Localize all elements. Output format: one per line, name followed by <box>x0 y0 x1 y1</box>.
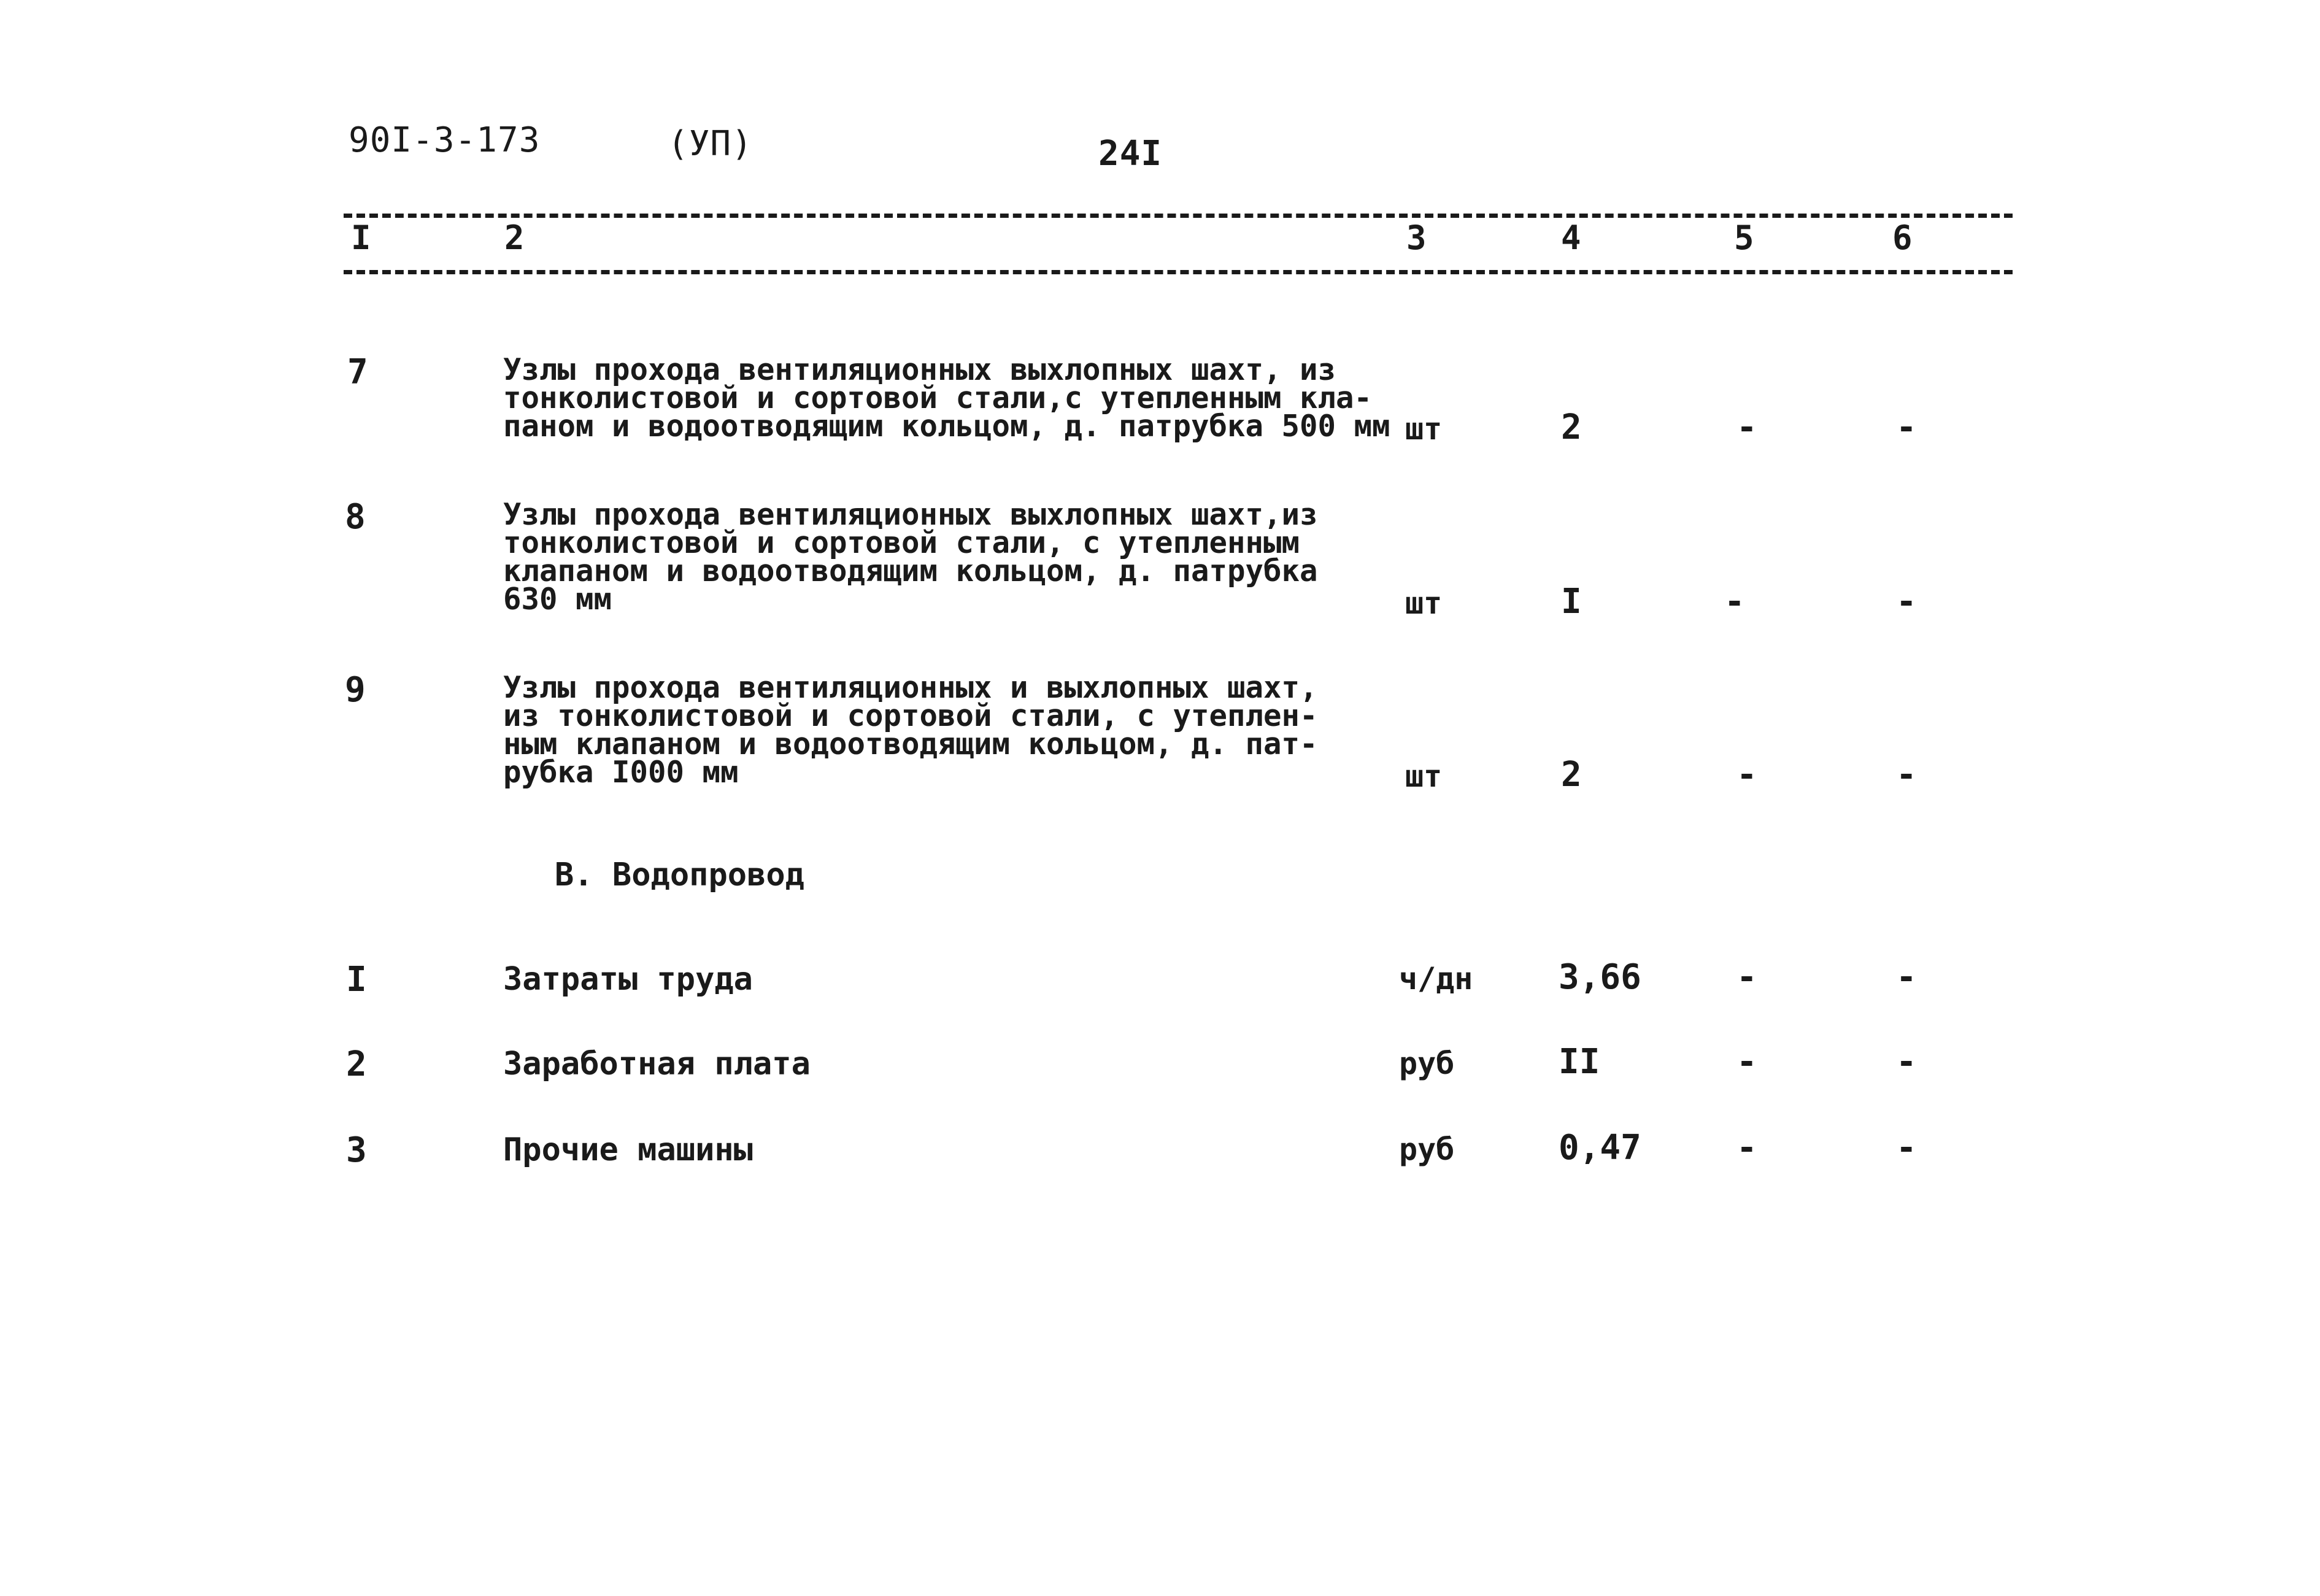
row-col5: - <box>1736 1128 1757 1168</box>
row-col5: - <box>1736 1042 1757 1082</box>
row-col5: - <box>1736 957 1757 997</box>
row-number: I <box>346 960 367 1000</box>
row-col6: - <box>1896 957 1917 997</box>
row-description: Затраты труда <box>503 961 753 998</box>
row-quantity: 3,66 <box>1559 957 1641 997</box>
column-header-3: 3 <box>1406 218 1427 257</box>
column-header-4: 4 <box>1561 218 1581 257</box>
row-unit: руб <box>1399 1131 1455 1167</box>
row-col6: - <box>1896 582 1917 622</box>
section-title: В. Водопровод <box>555 857 804 893</box>
row-quantity: I <box>1561 582 1582 622</box>
row-number: 9 <box>345 670 366 710</box>
row-unit: ч/дн <box>1399 961 1473 997</box>
column-header-6: 6 <box>1892 218 1913 257</box>
row-col6: - <box>1896 1042 1917 1082</box>
row-number: 7 <box>347 352 368 392</box>
row-quantity: 2 <box>1561 755 1582 795</box>
row-description: Заработная плата <box>503 1046 811 1082</box>
row-description: Узлы прохода вентиляционных выхлопных шахт, из тонколистовой и сортовой стали,с утепленным кла- паном и водоотводящим кольцом, д. патрубка 500 мм <box>503 352 1390 444</box>
header-top-rule <box>344 214 2013 218</box>
row-col5: - <box>1736 755 1757 795</box>
row-description: Узлы прохода вентиляционных и выхлопных шахт, из тонколистовой и сортовой стали, с утеплен- ным клапаном и водоотводящим кольцом, д. пат- рубка I000 мм <box>503 670 1318 790</box>
row-description: Прочие машины <box>503 1131 753 1168</box>
row-quantity: 2 <box>1561 407 1582 447</box>
row-number: 8 <box>345 497 366 537</box>
row-quantity: II <box>1559 1042 1600 1082</box>
row-unit: шт <box>1405 585 1443 621</box>
column-header-1: I <box>351 218 371 257</box>
row-unit: шт <box>1405 758 1443 794</box>
column-header-2: 2 <box>504 218 525 257</box>
row-quantity: 0,47 <box>1559 1128 1641 1168</box>
page-number: 24I <box>1098 134 1163 174</box>
row-number: 2 <box>346 1044 367 1084</box>
doc-code: 90I-3-173 <box>349 120 541 160</box>
row-unit: руб <box>1399 1046 1455 1081</box>
row-col6: - <box>1896 755 1917 795</box>
header-bottom-rule <box>344 270 2013 274</box>
row-col5: - <box>1736 407 1757 447</box>
row-description: Узлы прохода вентиляционных выхлопных шахт,из тонколистовой и сортовой стали, с утепленным клапаном и водоотводящим кольцом, д. патрубка 630 мм <box>503 497 1318 617</box>
row-number: 3 <box>346 1130 367 1170</box>
column-header-5: 5 <box>1734 218 1754 257</box>
row-unit: шт <box>1405 411 1443 447</box>
doc-mark: (УП) <box>668 124 753 164</box>
row-col6: - <box>1896 407 1917 447</box>
row-col6: - <box>1896 1128 1917 1168</box>
row-col5: - <box>1724 582 1745 622</box>
